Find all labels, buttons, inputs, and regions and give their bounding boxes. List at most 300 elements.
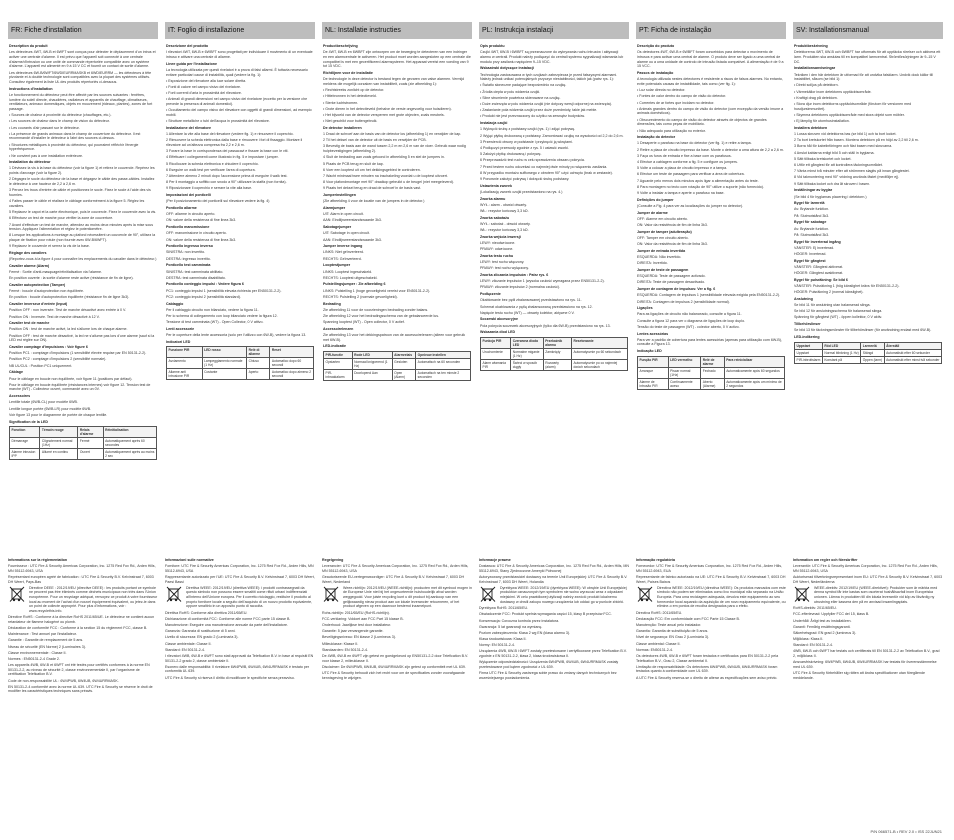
body-text: • Direkt solljus på detektorn.	[794, 83, 839, 88]
section-heading: Impostazioni dei ponticelli	[166, 193, 211, 198]
regulatory-info-fr	[8, 556, 158, 696]
table-row	[795, 349, 942, 356]
body-text: • Produkt nie jest przeznaczony do użytku na zewnątrz budynków.	[480, 114, 585, 119]
regulatory-text: Fornecedor: UTC Fire & Security Americas Corporation, Inc. 1275 Red Fox Rd., Arden Hills, MN 55112-6943, EUA	[636, 564, 783, 573]
section-heading: Zworka testu ruchu	[480, 253, 514, 258]
body-text: Les détecteurs 4WT, 4W-B et 6WFT sont conçus pour détecter le déplacement d'un intrus et activer une centrale d'alarme. Il est prévu que l'appareil soit connecté à une centrale d'alarme/d'intrusion ou une unité de commande répertoriée compatible avec un système d'alarme. L'appareil est alimenté en 9 à 15 V CC et fournit un contact de sortie d'alarme.	[9, 50, 156, 69]
wheelie-bin-icon	[636, 586, 654, 602]
regulatory-text: Manutenzione: Eseguire una manutenzione annuale da parte dell'installatore.	[165, 623, 288, 628]
regulatory-text: Garanti: Femårig ersättningsgaranti.	[793, 624, 851, 629]
body-text: 7 Avant d'effectuer un test de marche, attendez au moins deux minutes après la mise sous tension. Appliquez l'alimentation et réglez le potentiomètre.	[9, 222, 153, 232]
body-text: 3 Forare la base in corrispondenza dei passacavi e fissare la base con le viti.	[166, 149, 289, 154]
regulatory-text: Les appareils 4WB, 6W-B et 6WFT ont été testés pour certifiés conformes à la norme EN 50131-2-2, au niveau de sécurité 2, classe environnementale II, par l'organisme de certification Telefication B.V.	[8, 663, 150, 677]
weee-text: Directive DEEE : 2012/19/EU (directive DEEE) : les produits portant ce symbole ne peuvent pas être éliminés comme déchets municipaux non triés dans l'Union européenne. Pour un recyclage adéquat, renvoyez ce produit à votre fournisseur local au moment de l'achat d'un nouvel équipement équivalent, ou jetez-le dans un point de collecte approprié. Pour plus d'informations, voir : www.recyclethis.info.	[29, 585, 158, 613]
body-text: Technologia zastosowana w tych czujkach zabezpiecza je przed fałszywymi alarmami. Należy jednak unikać potencjalnych przyczyn niestabilności, takich jak (patrz rys. 1):	[480, 72, 618, 82]
body-text: • Structures métalliques à proximité du détecteur, qui pourraient réfléchir l'énergie hyperfréquence.	[9, 142, 139, 152]
body-text: 9 Riposizionare il coperchio e serrare la vite alla base.	[166, 186, 253, 191]
body-text: 7 Przed testem ruchu odczekać co najmniej dwie minuty po włączeniu zasilania.	[480, 164, 608, 169]
body-text: Per le coperture della lente accessoria (solo per l'utilizzo con 6W-B), vedere la figura 13.	[166, 333, 307, 338]
section-heading: Bygel för pulsräkning: Se bild 6	[794, 277, 848, 282]
column-body-pt	[636, 39, 786, 390]
body-text: HÖGER: Inverterad.	[794, 251, 827, 256]
body-text: Position ON : Inversée. Test de marche désactivé à 12 V.	[9, 314, 100, 319]
regulatory-text: Firma UTC Fire & Security zastrzega sobie prawo do zmiany danych technicznych bez wcześniejszego powiadomienia.	[479, 671, 617, 680]
table-header-cell: LED vermelho	[668, 356, 701, 367]
body-text: 6 Przeprowadzić test ruchu w celu sprawdzenia obszaru pokrycia.	[480, 158, 585, 163]
body-text: • Het bijvoeld van de detector versperren met grote objecten, zoals meubels.	[323, 112, 445, 117]
body-text: NB UL/CUL : Position PC1 uniquement.	[9, 363, 73, 368]
table-cell: Doorlopend Aan	[352, 370, 392, 381]
body-text: Lentille longue portée (6WB-LR) pour modèle 6WB.	[9, 406, 92, 411]
regulatory-text: Os detectores 4WB, 6W-B e 6WFT foram testados e certificados para EN 50131-2-2 pela Telefication B.V., Grau 2, Classe ambiental II.	[636, 654, 779, 663]
table-header-cell: Alarmrelais	[392, 352, 416, 359]
section-heading: Cavalier test de marche	[9, 321, 50, 326]
section-heading: Definições do jumper	[637, 197, 674, 202]
body-text: 3 Przewiercić otwory w podstawie i przykręcić ją wkrętami.	[480, 139, 573, 144]
table-header-cell: Czerwona dioda LED	[511, 338, 544, 349]
regulatory-text: EN 50131-2-4 conformité avec la norme UL 639. UTC Fire & Security se réserve le droit de modifier les caractéristiques techniques sans préavis.	[8, 684, 153, 694]
body-text: AAN: Eindlijnweerstandswaarde 3k3.	[323, 237, 382, 242]
section-heading: Signification de la LED	[9, 419, 48, 424]
body-text: 3 Faça os furos de entrada e fixe a base com os parafusos.	[637, 153, 732, 158]
table-header-cell: PIR-functie	[324, 352, 353, 359]
body-text: 2 Wyjąć płytkę drukowaną z podstawy. Zamontować czujkę na wysokości od 2,2 do 2,6 m.	[480, 133, 624, 138]
body-text: • Skymma detektorns upptäcktsområde med stora objekt som möbler.	[794, 112, 905, 117]
body-text: 4 Efectue a cablagem conforme a fig. 5 e configure os jumpers.	[637, 160, 738, 165]
body-text: (Zie afbeelding 4 voor de locatie van de jumpers in de detector.)	[323, 199, 425, 204]
regulatory-text: RoHS-direktiv: 2011/65/EU.	[793, 606, 837, 611]
section-heading: Soczewki akcesoryjne	[480, 317, 518, 322]
regulatory-info-it	[165, 556, 315, 682]
body-text: De technologie in deze detector is bestand tegen de gevaren van valse alarmen. Vermijd meldens die mogelijk oorzaken van instabiliteit, zoals (zie afbeelding 1):	[323, 77, 465, 86]
section-heading: Description du produit	[9, 44, 48, 48]
weee-text: WEEE-direktiv: 2012/19/EU (WEEE-direktivet): Produkter som är märkta med denna symbol får inte kastas som osorterat hushållsavfall inom Europeiska unionen. Lämna in produkten till din lokala leverantör vid köp av likvärdig ny utrustning eller kassera den på en anvisad insamlingsplats.	[814, 585, 938, 604]
table-cell: Automatisch na 60 seconden	[416, 359, 471, 370]
column-header-sv: SV: Installationsmanual	[793, 22, 943, 39]
table-header-cell: Relé de alarme	[701, 356, 725, 367]
section-heading: Alarmjumper	[323, 205, 346, 210]
body-text: Per lo schema di collegamento con loop bilanciato vedere la figura 12.	[166, 313, 278, 318]
body-text: • Não adequado para utilização no exterior.	[637, 128, 706, 133]
led-indication-table	[480, 337, 628, 371]
section-heading: Ligações	[637, 306, 653, 311]
table-header-cell: Återställ	[884, 342, 941, 349]
table-cell: Automatico dopo almeno 2 secondi	[270, 369, 314, 380]
body-text: 6 Voer een looptest uit om het dekkingsgebied te controleren.	[323, 167, 421, 172]
table-header-cell: Fonction	[10, 427, 40, 438]
regulatory-text: UTC Fire & Security förbehåller sig rätten att ändra specifikationer utan föregående meddelande.	[793, 671, 926, 680]
table-row	[324, 370, 471, 381]
table-cell: Alarm włamania PIR	[481, 360, 511, 371]
table-header-cell: Relais d'alarme	[78, 427, 103, 438]
table-row	[638, 367, 785, 378]
section-heading: Descrizione del prodotto	[166, 44, 209, 48]
regulatory-text: Rohs-richtlijn: 2011/65/EU (RoHS-richtlijn).	[322, 610, 390, 615]
section-heading: Installationsanvisningar	[794, 66, 836, 71]
body-text: 1 Wykręcić śrubę z podstawy czujki (rys. 1) i zdjąć pokrywę.	[480, 127, 576, 132]
body-text: Se bild 13 för täckningsmönster för tillbehörslinser (för användning endast med 6W-B).	[794, 328, 932, 333]
regulatory-text: Code de non-responsabilité UL : 6W4PWB, 6W4UB, 6W4URRMASK.	[8, 678, 119, 683]
table-cell: Allumé en continu	[40, 449, 78, 460]
body-text: ON: valore della resistenza di fine linea 3k3.	[166, 218, 237, 223]
section-heading: Jumper de alarme	[637, 210, 668, 215]
regulatory-text: Niveau de sécurité (EN Norme) 2 (Luminaires 3).	[8, 644, 86, 649]
body-text: 6 Effectuez un test de marche pour vérifier la zone de couverture.	[9, 216, 114, 221]
regulatory-text: 4WB, 6W-B och 6WFT har testats och certifierats till EN 50131-2-2 av Telefication B.V., grad 2, miljöklass II.	[793, 649, 940, 659]
table-header-row	[795, 342, 942, 349]
regulatory-text: Standard: EN 50131-2-4.	[793, 643, 833, 648]
section-heading: Zworka sabotażu	[480, 215, 510, 220]
section-heading: Descrição do produto	[637, 44, 675, 48]
section-heading: Jumper de contagem de impulsos: Ver a fig. 6	[637, 287, 716, 292]
body-text: • Forti correnti d'aria in prossimità del rilevatore.	[166, 91, 242, 96]
section-heading: Jumper inverse ingang	[323, 244, 363, 249]
regulatory-text: Dichiarazione di conformità FCC: Conforme alle norme FCC parte 15 classe B.	[165, 616, 291, 621]
body-text: • Les sources de chaleur dans le champ de vision du détecteur.	[9, 119, 110, 124]
body-text: HÖGER: Gångtest avaktiverat.	[794, 271, 844, 276]
body-text: 8 Voor plafondmontage met 90° draaikop gebruikt u de beugel (niet meegeleverd).	[323, 180, 454, 185]
table-cell: Automaticamente após 60 segundos	[724, 367, 784, 378]
table-header-cell: Uppstart	[795, 342, 823, 349]
body-text: PRAWY: zliczanie impulsów 2 (normalna czułość).	[480, 285, 560, 290]
body-text: Se bild 11 för anslutning utan balanserad slinga.	[794, 303, 871, 308]
regulatory-text: Poziom zabezpieczenia: Klasa 2 wg EN (klasa alarmu 3).	[479, 630, 571, 635]
body-text: LEWY: nieodwrócone.	[480, 241, 516, 245]
weee-text: Weee-richtlijn: 2012/19/EU (WEEE-richtlijn): producten met dit symbool mogen in de Europese Unie niet bij het ongesorteerde huishoudelijk afval worden weggegooid. Voor juiste recycling kunt u dit product bij aankoop van een gelijkwaardig nieuw product aan uw lokale leverancier retourneren, of het product afgeven op een daarvoor bestemd inzamelpunt.	[343, 585, 472, 609]
section-heading: Cavalier comptage d'impulsions : Voir figure 6	[9, 345, 88, 350]
section-heading: Cavalier alarme (Alarm)	[9, 263, 50, 268]
regulatory-text: Classe ambiental: Classe II.	[636, 641, 681, 646]
weee-text: Dyrektywa WEEE: 2012/19/EU (dyrektywa WEEE): W obrębie Unii Europejskiej produktów oznaczonych tym symbolem nie wolno wyrzucać wraz z odpadami miejskimi. W celu prawidłowej utylizacji należy zwrócić produkt lokalnemu dostawcy w chwili zakupu nowego urządzenia lub oddać go w punkcie zbiórki.	[500, 585, 627, 604]
body-text: Tensão do teste de passagem (WT) - colector aberto, 0 V activo.	[637, 324, 740, 329]
weee-text: Directiva WEEE: 2012/19/EU (directiva WEEE): Os produtos marcados com este símbolo não podem ser eliminados como lixo municipal não separado na União Europeia. Para uma reciclagem adequada, devolva este equipamento ao seu fornecedor local aquando da aquisição de um novo equipamento equivalente, ou elimine-o em pontos de recolha designados para o efeito.	[657, 585, 786, 609]
column-header-fr: FR: Fiche d'installation	[8, 22, 158, 39]
table-cell: Piscar normal (1Hz)	[668, 367, 701, 378]
section-heading: Inställningar av byglar	[794, 188, 833, 193]
table-cell: Clignotement normal (1Hz)	[40, 438, 78, 449]
section-heading: Tillbehörslinser	[794, 322, 821, 327]
regulatory-text: UTC Fire & Security si riserva il diritto di modificare le specifiche senza preavviso.	[165, 675, 295, 680]
body-text: • Obscurecimento do campo de visão do detector através de objectos de grandes dimensões, tais como peças de mobiliário.	[637, 117, 767, 127]
table-cell: Fechado	[701, 367, 725, 378]
body-text: Czujki 4WT, 6W-B i 6WBFT są przeznaczone do wykrywania ruchu intruzów i aktywacji alarmu w centrali. Produkt należy podłączyć do centrali systemu sygnalizacji włamania lub modułu przy zasilaniu napięciem 9–15 VDC.	[480, 50, 624, 64]
body-text: UIT: Sabotage in open circuit.	[323, 231, 370, 236]
led-indication-table	[9, 426, 157, 460]
section-heading: Instalação do detector	[637, 135, 676, 140]
led-indication-table	[794, 342, 942, 364]
table-cell: PIR-inbraakalarm	[324, 370, 353, 381]
section-heading: Ponticello test camminata	[166, 263, 211, 268]
regulatory-text: Limitação de responsabilidade: Os detectores 6W4PWB, 6W4UB, 6W4URRMASK foram testados quanto à conformidade com UL 639.	[636, 664, 778, 674]
regulatory-text: Garantie: 5 jaar vervangende garantie.	[322, 629, 384, 634]
body-text: 9 Ponownie założyć pokrywę i dokręcić śrubę podstawy.	[480, 176, 570, 181]
table-cell: Open (Alarm)	[392, 370, 416, 381]
body-text: 1 Draai de schroef aan de basis van de detector los (afbeelding 1) en verwijder de kap.	[323, 132, 462, 137]
regulatory-text: Auktoriserad tillverkningsrepresentant inom EU: UTC Fire & Security B.V. Kelvinstraat 7, 6003 DH Weert, Nederländerna	[793, 574, 943, 584]
section-heading: Jumper de entrada invertida	[637, 248, 686, 253]
regulatory-text: De 4WB, 6W-B en 6WFT zijn getest en goedgekeurd op EN50131-2-2 door Telefication B.V. voor klasse 2, milieuklasse II.	[322, 654, 469, 663]
table-cell: Costante	[202, 369, 246, 380]
section-heading: Bygel för sabotage	[794, 220, 827, 225]
body-text: 2 Rimuovere la scheda elettronica dalla base e rimuovere i fori di fissaggio. Montare il rilevatore ad un'altezza compresa fra 2,2 e 2,6 m.	[166, 138, 303, 147]
body-text: Voir figure 13 pour le diagramme de portée de chaque lentille.	[9, 412, 108, 417]
section-heading: Passos de instalação	[637, 71, 674, 76]
regulatory-text: Urządzenia 4WB, 6W-B i 6WFT zostały przetestowane i certyfikowane przez Telefication B.V. zgodnie z EN 50131-2-2, klasa 2, klasa środowiskowa II.	[479, 649, 627, 659]
regulatory-text: Representante de fabrico autorizado na UE: UTC Fire & Security B.V. Kelvinstraat 7, 6003 DH Weert, Países Baixos	[636, 574, 786, 584]
regulatory-text: A UTC Fire & Security reserva-se o direito de alterar as especificações sem aviso prévio.	[636, 675, 778, 680]
body-text: Position OFF : test de marche désactivé, la led ne s'allume pas lors d'une alarme (sauf si la LED est réglée sur ON).	[9, 333, 155, 343]
section-heading: De detector installeren	[323, 125, 362, 130]
table-row	[481, 360, 628, 371]
body-text: • Niet geschikt voor buitengebruik.	[323, 119, 378, 124]
table-cell: Aperto	[247, 369, 270, 380]
regulatory-text: Maintenance : Test annuel par l'installateur.	[8, 632, 77, 637]
body-text: • Źródła ciepła w polu widzenia czujki.	[480, 89, 541, 94]
body-text: • Animais grandes dentro do campo de visão do detector (com excepção da versão imune a animais domésticos).	[637, 106, 784, 116]
regulatory-text: Disclaimer: De 6W4PWB, 6W4UB, 6W4URRMASK zijn getest op conformiteit met UL 639.	[322, 664, 466, 669]
table-header-cell: Rode LED	[352, 352, 392, 359]
body-text: (Per il posizionamento dei ponticelli sul rilevatore vedere la fig. 4)	[166, 199, 270, 204]
weee-text: Direttiva WEEE: 2012/19/EU (direttiva WEEE): i prodotti contrassegnati da questo simbolo non possono essere smaltiti come rifiuti urbani indifferenziati all'interno dell'Unione europea. Per il corretto riciclaggio, restituire il prodotto al proprio fornitore locale a seguito dell'acquisto di un nuovo prodotto equivalente, oppure smaltirlo in un apposito punto di raccolta.	[186, 585, 313, 609]
section-heading: Opis produktu	[480, 44, 505, 48]
body-text: Spanning looptest (WT) - Open collector, 0 V actief.	[323, 320, 405, 325]
weee-row	[479, 586, 629, 604]
table-cell: Alarme intrusion IPP	[10, 449, 40, 460]
body-text: • Hittebronnen in het detectieveld.	[323, 94, 377, 99]
body-text: Zie afbeelding 12 voor het bedradingsschema van de gebalanceerde lus.	[323, 313, 440, 318]
weee-row	[636, 586, 786, 609]
body-text: • Ej lämplig för utomhusinstallation.	[794, 119, 850, 124]
regulatory-text: Klasa środowiskowa: Klasa II.	[479, 637, 527, 642]
table-cell: Fermé	[78, 438, 103, 449]
body-text: • Duże zwierzęta w polu widzenia czujki (nie dotyczy wersji odpornej na zwierzęta).	[480, 102, 612, 107]
table-row	[324, 359, 471, 370]
regulatory-text: FCC-verklaring: Voldoet aan FCC Part 15 klasse B.	[322, 616, 404, 621]
body-text: Os detectores 4WT, 6W-B e 6WBFT foram concebidos para detectar o movimento de intrusos e para activar uma central de alarme. O produto deve ser ligado a uma central de alarme ou a uma unidade de controlo de intrusão listada compatível. A alimentação é de 9 a 15 VCC.	[637, 50, 784, 69]
body-text: SINISTRA: test camminata abilitato.	[166, 269, 224, 274]
section-heading: Zworka alarmu	[480, 196, 506, 201]
table-header-row	[324, 352, 471, 359]
regulatory-text: Garantia: Garantia de substituição de 5 anos.	[636, 629, 709, 634]
section-heading: Ponticello allarme	[166, 205, 197, 210]
table-header-cell: Funkcja PIR	[481, 338, 511, 349]
table-cell: Avviamento	[167, 358, 203, 369]
body-text: La tecnologia utilizzata per questi rivelatori è a prova di falsi allarmi. È tuttavia necessario evitare particolari cause di instabilità, quali (vedere la fig. 1):	[166, 67, 308, 77]
section-heading: Cablaggio	[166, 301, 184, 306]
body-text: DESTRA: ingresso invertito.	[166, 256, 211, 261]
body-text: 2 Dégagez le socle du détecteur de la base et dégagez le câble des passe-câbles. Installez le détecteur à une hauteur de 2,2 à 2,6 m.	[9, 177, 155, 187]
body-text: 7 Aguarde pelo menos dois minutos após ligar a alimentação antes do teste.	[637, 178, 759, 183]
section-heading: Lenti accessorie	[166, 326, 195, 331]
table-header-cell: Larmrelä	[861, 342, 884, 349]
body-text: ON: Valor da resistência de fim de linha 3k3.	[637, 223, 708, 228]
column-header-it: IT: Foglio di installazione	[165, 22, 315, 39]
led-indication-table	[637, 356, 785, 390]
body-text: Les détecteurs 6W-B/6WFT/6WDIEURRMASKB et 6WDIEURRM — les détecteurs à tête pivotante et à double technologie sont compatibles avec la plupart des systèmes utilisés. Consultez également la liste UL des produits répertoriés ci-dessous.	[9, 70, 152, 84]
body-text: • La présence de grands animaux dans le champ de couverture du détecteur. Il est recommandé d'installer le détecteur à l'abri des sources ci-dessus.	[9, 131, 141, 141]
body-text: En position : boucle d'autoprotection équilibrée (résistance fin de ligne 3k3).	[9, 295, 130, 300]
body-text: LEWY: zliczanie impulsów 1 (wysoka czułość wymagana przez EN50131-2-2).	[480, 279, 605, 284]
body-text: RECHTS: Geïnverteerd.	[323, 256, 362, 261]
regulatory-text: Milieuklasse: Klasse II.	[322, 641, 359, 646]
table-cell: Uruchomienie	[481, 349, 511, 360]
body-text: (Consulte a Fig. 4 para ver as localizações do jumper no detector).	[637, 203, 744, 208]
body-text: • Luz solar directa no detector.	[637, 88, 686, 93]
body-text: Pola pokrycia soczewek akcesoryjnych (tylko dla 6W-B) przedstawiono na rys. 13.	[480, 323, 611, 328]
column-header-pl: PL: Instrukcja instalacji	[479, 22, 629, 39]
section-heading: Linee guida per l'installazione	[166, 61, 217, 66]
body-text: 1 Lossa skruven vid detektorns bas (se bild 1) och ta bort locket.	[794, 132, 897, 137]
body-text: 4 Sluit de bedrading aan zoals getoond in afbeelding 5 en stel de jumpers in.	[323, 155, 445, 160]
body-text: 4 Effettuare i collegamenti come illustrato in fig. 5 e impostare i jumper.	[166, 155, 279, 160]
regulatory-text: Wyłączenie odpowiedzialności: Urządzenia 6W4PWB, 6W4UB, 6W4URRMASK zostały przetestowane pod kątem zgodności z UL 639.	[479, 660, 619, 669]
column-body-nl	[322, 39, 472, 381]
section-heading: Informazioni sulle normative	[165, 558, 214, 562]
body-text: Av: Brytande funktion.	[794, 226, 830, 231]
table-cell: Automatiquement après au moins 2 sec	[103, 449, 156, 460]
regulatory-text: Konserwacja: Coroczna kontrola przez instalatora.	[479, 618, 560, 623]
table-header-cell: LED rosso	[202, 347, 246, 358]
body-text: Pour le câblage en boucle équilibrée (résistances internes) voir figure 12. Tension test de marche (WT) - Collecteur ouvert, commandé avec un 0V.	[9, 382, 151, 392]
weee-row	[8, 586, 158, 614]
regulatory-text: Direttiva RoHS: Conforme alla direttiva 2011/65/EU.	[165, 610, 248, 615]
regulatory-text: Classe ambientale: Classe II.	[165, 641, 212, 646]
table-header-cell: Réinitialisation	[103, 427, 156, 438]
regulatory-text: Normes : EN50131-2-4 Grade 2.	[8, 657, 60, 662]
part-number-footer: P/N 066571-B • REV 2.0 • ISS 22JUN21	[870, 829, 942, 834]
body-text: UIT: Alarm in open circuit.	[323, 212, 364, 217]
section-heading: Bygel för larmrelä	[794, 201, 825, 206]
table-header-cell: Relè di allarme	[247, 347, 270, 358]
body-text: Position PC2 : comptage d'impulsions 2 (sensibilité normale).	[9, 357, 107, 362]
body-text: 6 Eseguire un walk test per verificare l'area di copertura.	[166, 167, 256, 172]
body-text: 5 Założyć płytkę drukowaną i pokrywę.	[480, 152, 542, 157]
body-text: 2 Retire a placa de circuito impresso da base. Monte o detector a uma altura de 2,2 a 2,6 m.	[637, 147, 784, 152]
body-text: 4 Anslut kablarna enligt bild 5 och ställ in byglarna.	[794, 150, 875, 155]
section-heading: Regelgeving	[322, 558, 344, 562]
body-text: • Sterke luchtstromen.	[323, 100, 359, 105]
column-header-pt: PT: Ficha de instalação	[636, 22, 786, 39]
regulatory-text: Gwarancja: 5 lat gwarancji na wymianę.	[479, 624, 543, 629]
body-text: 8 Para montagem no tecto com rotação de 90° utilize o suporte (não fornecido).	[637, 184, 764, 189]
column-it	[165, 22, 315, 383]
body-text: 5 Plaats de PCB terug en sluit de kap.	[323, 161, 384, 166]
regulatory-text: Miljöklass: Klass II.	[793, 637, 824, 642]
section-heading: Installazione del rilevatore	[166, 125, 211, 130]
body-text: De 4WT, 6W-B en 6WBFT zijn ontworpen om de beweging te detecteren van een indringer en een alarmcentrale te activeren. Het product moet worden aangesloten op een centrale die compatibel is met een gecertificeerd alarmsysteem. Het apparaat vereist een voeding van 9 tot 15 VDC.	[323, 50, 471, 69]
section-heading: Ustawienia zworek	[480, 183, 512, 188]
body-text: ON: valore della resistenza di fine linea 3k3.	[166, 237, 237, 242]
body-text: • Rechtstreeks zonlicht op de detector.	[323, 88, 385, 93]
regulatory-text: Geautoriseerde EU-vertegenwoordiger: UTC Fire & Security B.V. Kelvinstraat 7, 6003 DH Weert, Nederland	[322, 574, 465, 584]
table-cell: Aberto (Alarme)	[701, 378, 725, 389]
table-row	[638, 378, 785, 389]
body-text: (Lokalizację zworek czujki przedstawiono na rys. 4.)	[480, 189, 563, 194]
regulatory-text: I rilevatori 4WB, 6W-B e 6WFT sono stati approvati da Telefication B.V. in base ai requisiti EN 50131-2-2 grado 2, classe ambientale II.	[165, 654, 314, 663]
body-text: PRAWY: test ruchu wyłączony.	[480, 266, 529, 271]
body-text: WŁ.: rezystor końcowy 3,3 kΩ.	[480, 228, 529, 233]
regulatory-text: UTC Fire & Security behoudt zich het recht voor om de specificaties zonder voorafgaande kennisgeving te wijzigen.	[322, 671, 465, 680]
table-cell: Automatico dopo 60 secondi	[270, 358, 314, 369]
table-cell: Automatisch na ten minste 2 seconden	[416, 370, 471, 381]
body-text: ESQUERDA: Teste de passagem activado.	[637, 274, 706, 279]
section-heading: Câblage	[9, 370, 23, 375]
body-text: Position ON : test de marche activé, la led s'allume lors de chaque alarme.	[9, 327, 128, 332]
body-text: 3 Borra hål för kabelinföringen och fäst basen med skruvarna.	[794, 144, 893, 149]
body-text: • Fonti di calore nel campo visivo del rivelatore.	[166, 84, 241, 89]
body-text: 7 Wacht minimaal twee minuten na inschakeling voordat u de looptest uitvoert.	[323, 173, 448, 178]
body-text: 7 Vänta minst två minuter efter att strömmen slagits på innan gångtestet.	[794, 169, 910, 174]
regulatory-text: Normy: EN 50131-2-4.	[479, 643, 515, 648]
wheelie-bin-icon	[479, 586, 497, 602]
body-text: RECHTS: Looptest uitgeschakeld.	[323, 275, 378, 280]
column-nl	[322, 22, 472, 384]
table-header-cell: Témoin rouge	[40, 427, 78, 438]
section-heading: Ponticello manomissione	[166, 225, 210, 230]
body-text: 5 Sätt tillbaka kretskortet och locket.	[794, 156, 852, 161]
section-heading: Installera detektorn	[794, 125, 828, 130]
table-cell: Opstarten	[324, 359, 353, 370]
body-text: Se bild 12 för anslutningsschema för balanserad slinga.	[794, 309, 883, 314]
table-cell: Gesloten	[392, 359, 416, 370]
regulatory-info-nl	[322, 556, 472, 682]
body-text: PC2: conteggio impulsi 2 (sensibilità standard).	[166, 294, 241, 299]
regulatory-text: Directiva RoHS: 2011/65/EU.	[636, 610, 683, 615]
body-text: • Esposizione del rilevatore alla luce solare diretta.	[166, 78, 247, 83]
regulatory-text: Garantie : Garantie de remplacement de 5 ans.	[8, 638, 84, 643]
table-header-cell: Reset	[270, 347, 314, 358]
table-header-row	[481, 338, 628, 349]
section-heading: Bedrading	[323, 301, 341, 306]
section-heading: Zworka zliczania impulsów : Patrz rys. 6	[480, 273, 549, 278]
table-row	[167, 358, 314, 369]
section-heading: Réglage des cavaliers	[9, 251, 47, 256]
body-text: 1 Dévissez la vis à la base du détecteur (voir la figure 1) et retirez le couvercle. Repérez les points d'ancrage (voir la figure 2).	[9, 166, 155, 176]
table-cell: Świeci w sposób ciągły	[511, 360, 544, 371]
body-text: I rilevatori 4WT, 6W-B e 6WBFT sono progettati per individuare il movimento di un eventuale intruso e attivare una centrale di allarme.	[166, 50, 313, 59]
regulatory-text: Esonero dalle responsabilità: Il rivelatore 6W4PWB, 6W4UB, 6W4URRMASK è testato per conformità UL 639.	[165, 664, 310, 674]
body-text: ON: Valor da resistência de fim de linha 3k3.	[637, 242, 708, 247]
body-text: 1 Allentare la vite alla base del rilevatore (vedere fig. 1) e rimuovere il coperchio.	[166, 132, 294, 137]
regulatory-text: Leverantör: UTC Fire & Security Americas Corporation, Inc. 1275 Red Fox Rd., Arden Hills, MN 55112-6943, USA	[793, 564, 938, 573]
table-cell: Zamknięty	[543, 349, 571, 360]
body-text: • Fontes de calor dentro do campo de visão do detector.	[637, 94, 727, 99]
section-heading: Accessoirelenzen	[323, 326, 354, 331]
section-heading: Jumper de teste de passagem	[637, 268, 689, 273]
regulatory-text: Manutenção: Teste anual pelo instalador.	[636, 623, 702, 628]
table-row	[481, 349, 628, 360]
body-text: OFF: manomissione in circuito aperto.	[166, 231, 227, 236]
body-text: • Animali di grandi dimensioni nel campo visivo del rivelatore (eccetto per la versione che prevede la presenza di animali domestici).	[166, 97, 308, 107]
body-text: Position PC1 : comptage d'impulsions (1 sensibilité élevée requise par EN 50131-2-2).	[9, 351, 147, 356]
section-heading: Cavalier autoprotection (Tamper)	[9, 283, 66, 288]
wheelie-bin-icon	[8, 586, 26, 602]
body-text: 6 Efectue um teste de passagem para verificar a área de cobertura.	[637, 172, 745, 177]
body-text: WYŁ.: sabotaż - obwód otwarty.	[480, 221, 531, 226]
body-text: • Occultamento del campo visivo del rilevatore con oggetti di grandi dimensioni, ad esempio mobili.	[166, 108, 312, 117]
table-cell: Lampeggiamento normale (1 Hz)	[202, 358, 246, 369]
regulatory-text: Autoryzowany przedstawiciel dostawcy na terenie Unii Europejskiej: UTC Fire & Security B.V. Kelvinstraat 7, 6003 DH Weert, Holandia	[479, 574, 628, 584]
regulatory-info-pt	[636, 556, 786, 682]
section-heading: Ponticello conteggio impulsi : Vedere figura 6	[166, 282, 244, 287]
body-text: Fermé : boucle d'autoprotection non équilibrée.	[9, 289, 85, 294]
body-text: • Strutture metalliche o tubi dell'acqua in prossimità del rilevatore.	[166, 119, 270, 124]
body-text: 8 Vid takmontering med 90° vridning används fästet (medföljer ej).	[794, 175, 900, 180]
regulatory-text: Livello di sicurezza: EN grado 2 (Luminaria 3).	[165, 635, 239, 640]
body-text: Zie afbeelding 11 voor de voorzieningen bedrading zonder balans.	[323, 307, 429, 312]
body-text: Tensione di test camminata (WT) - Open Collector, 0 V attivo.	[166, 320, 264, 325]
table-cell: Automatiskt efter minst två sekunder	[884, 356, 941, 363]
